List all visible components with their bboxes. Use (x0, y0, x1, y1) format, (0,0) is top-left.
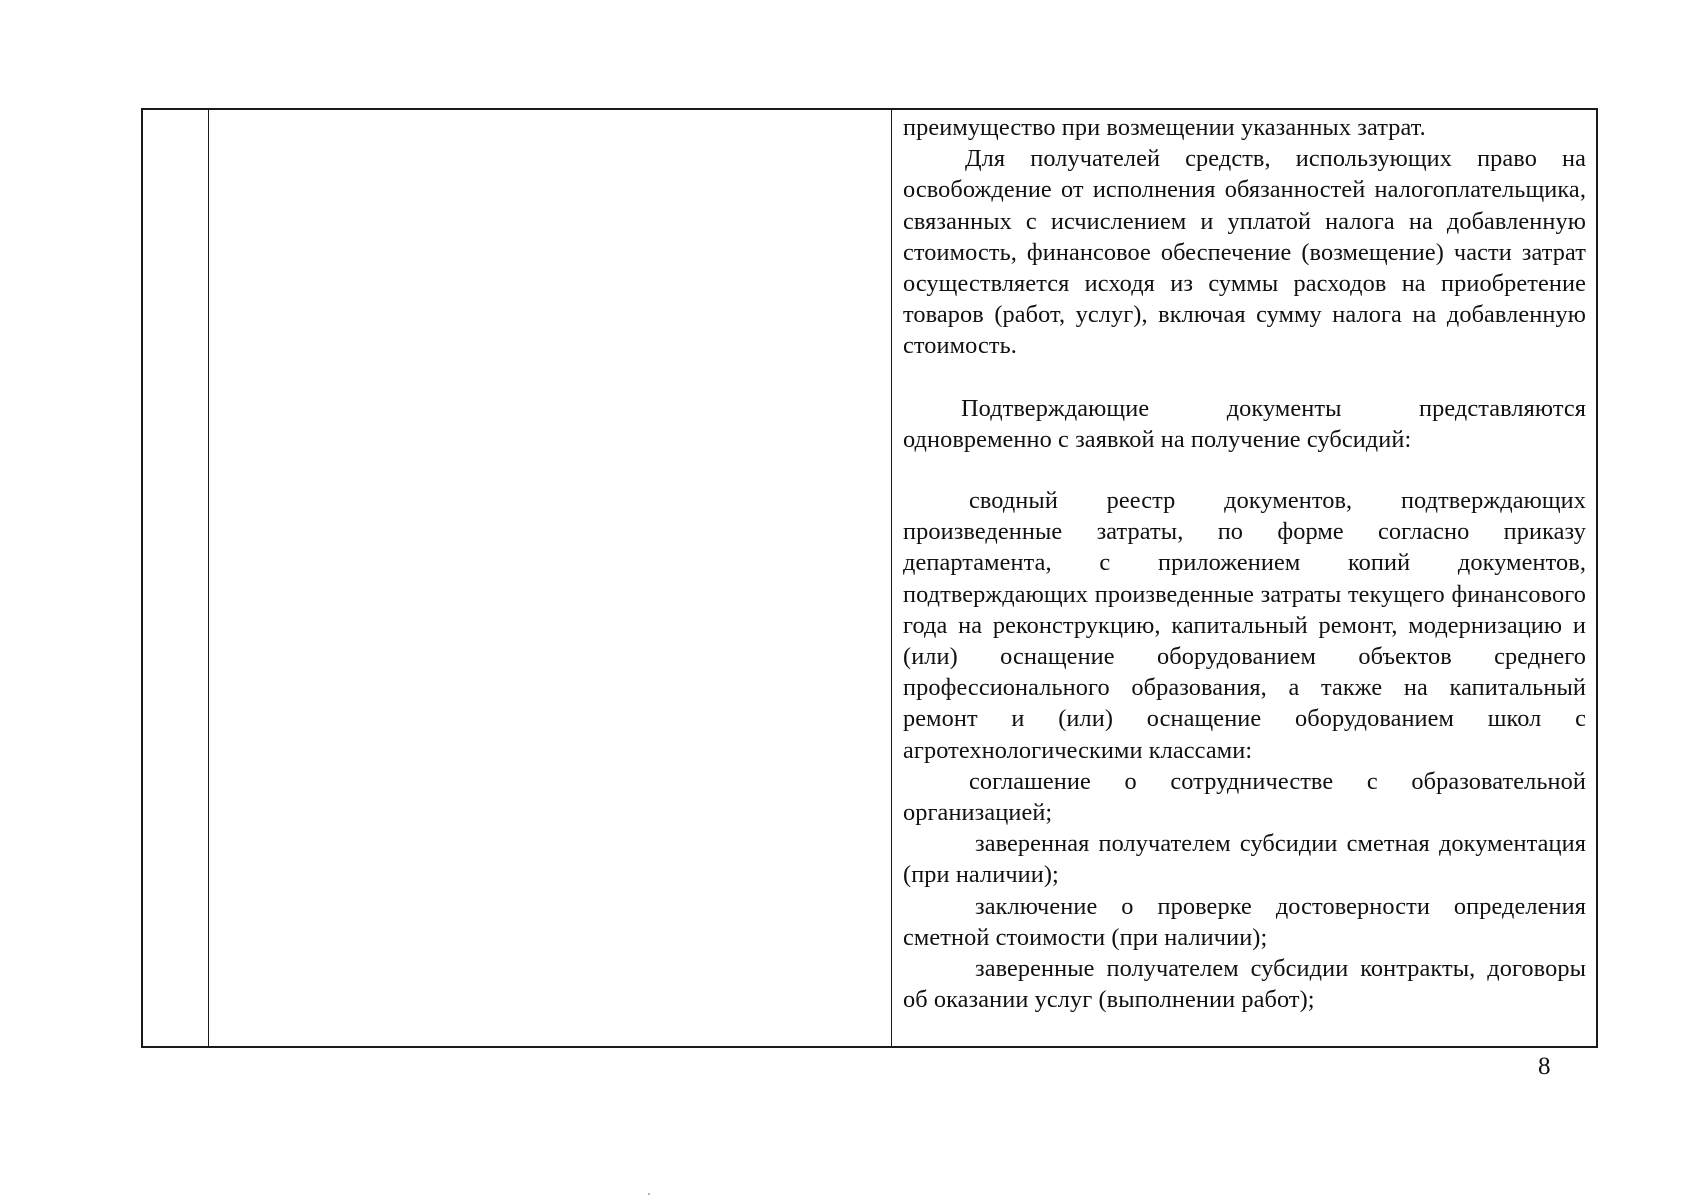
table-cell-text (903, 112, 1586, 1015)
document-table (141, 108, 1598, 1048)
paragraph-summary-register: сводный реестр документов, подтверждающих произведенные затраты, по форме согласно приказу департамента, с приложением копий документов, подтверждающих произведенные затраты текущего финансового года на реконструкцию, капитальный ремонт, модернизацию и (или) оснащение оборудованием объектов среднего профессионального образования, а также на капитальный ремонт и (или) оснащение оборудованием школ с агротехнологическими классами: (903, 487, 1586, 764)
paragraph-continuation: преимущество при возмещении указанных затрат. (903, 114, 1426, 141)
table-column-divider-1 (208, 110, 209, 1046)
paragraph-estimate-verification: заключение о проверке достоверности определения сметной стоимости (при наличии); (903, 892, 1586, 951)
paragraph-cooperation-agreement: соглашение о сотрудничестве с образовательной организацией; (903, 767, 1586, 827)
paragraph-supporting-documents: Подтверждающие документы представляются одновременно с заявкой на получение субсидий: (903, 394, 1586, 453)
table-column-divider-2 (891, 110, 892, 1046)
scan-speck (648, 1193, 650, 1195)
paragraph-estimate-documentation: заверенная получателем субсидии сметная документация (при наличии); (903, 830, 1586, 889)
paragraph-vat-exemption: Для получателей средств, использующих право на освобождение от исполнения обязанностей налогоплательщика, связанных с исчислением и уплатой налога на добавленную стоимость, финансовое обеспечение (возмещение) части затрат осуществляется исходя из суммы расходов на приобретение товаров (работ, услуг), включая сумму налога на добавленную стоимость. (903, 145, 1586, 360)
paragraph-contracts: заверенные получателем субсидии контракты, договоры об оказании услуг (выполнении работ); (903, 955, 1586, 1014)
page-number: 8 (1538, 1053, 1551, 1080)
